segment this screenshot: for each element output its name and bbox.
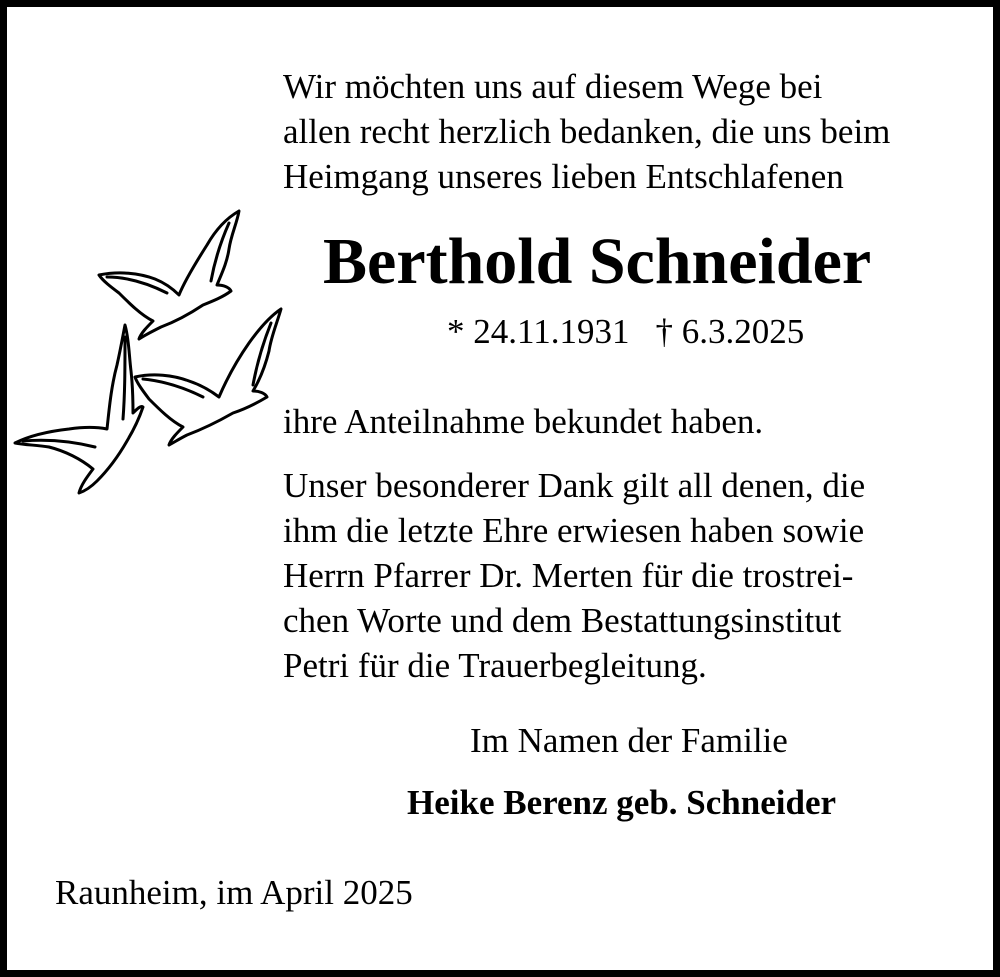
intro-line: Wir möchten uns auf diesem Wege bei [283,67,823,106]
continuation-text: ihre Anteilnahme bekundet haben. [283,402,764,441]
bird-top-icon [99,211,239,339]
thanks-line: Unser besonderer Dank gilt all denen, die [283,466,866,505]
death-date: † 6.3.2025 [655,312,805,351]
deceased-name: Berthold Schneider [323,225,872,298]
flying-birds-icon [7,197,297,497]
signer-name: Heike Berenz geb. Schneider [407,783,837,822]
place-date: Raunheim, im April 2025 [55,873,413,912]
thanks-text [283,463,865,688]
intro-line: allen recht herzlich bedanken, die uns beim [283,112,891,151]
on-behalf-text: Im Namen der Familie [470,721,788,760]
life-dates [447,309,804,354]
thanks-line: chen Worte und dem Bestattungsinstitut [283,601,842,640]
intro-text [283,64,890,199]
thanks-line: Herrn Pfarrer Dr. Merten für die trostrei- [283,556,854,595]
thanks-line: ihm die letzte Ehre erwiesen haben sowie [283,511,865,550]
birth-date: * 24.11.1931 [447,312,630,351]
bird-left-icon [15,325,143,493]
thanks-line: Petri für die Trauerbegleitung. [283,646,707,685]
intro-line: Heimgang unseres lieben Entschlafenen [283,157,844,196]
